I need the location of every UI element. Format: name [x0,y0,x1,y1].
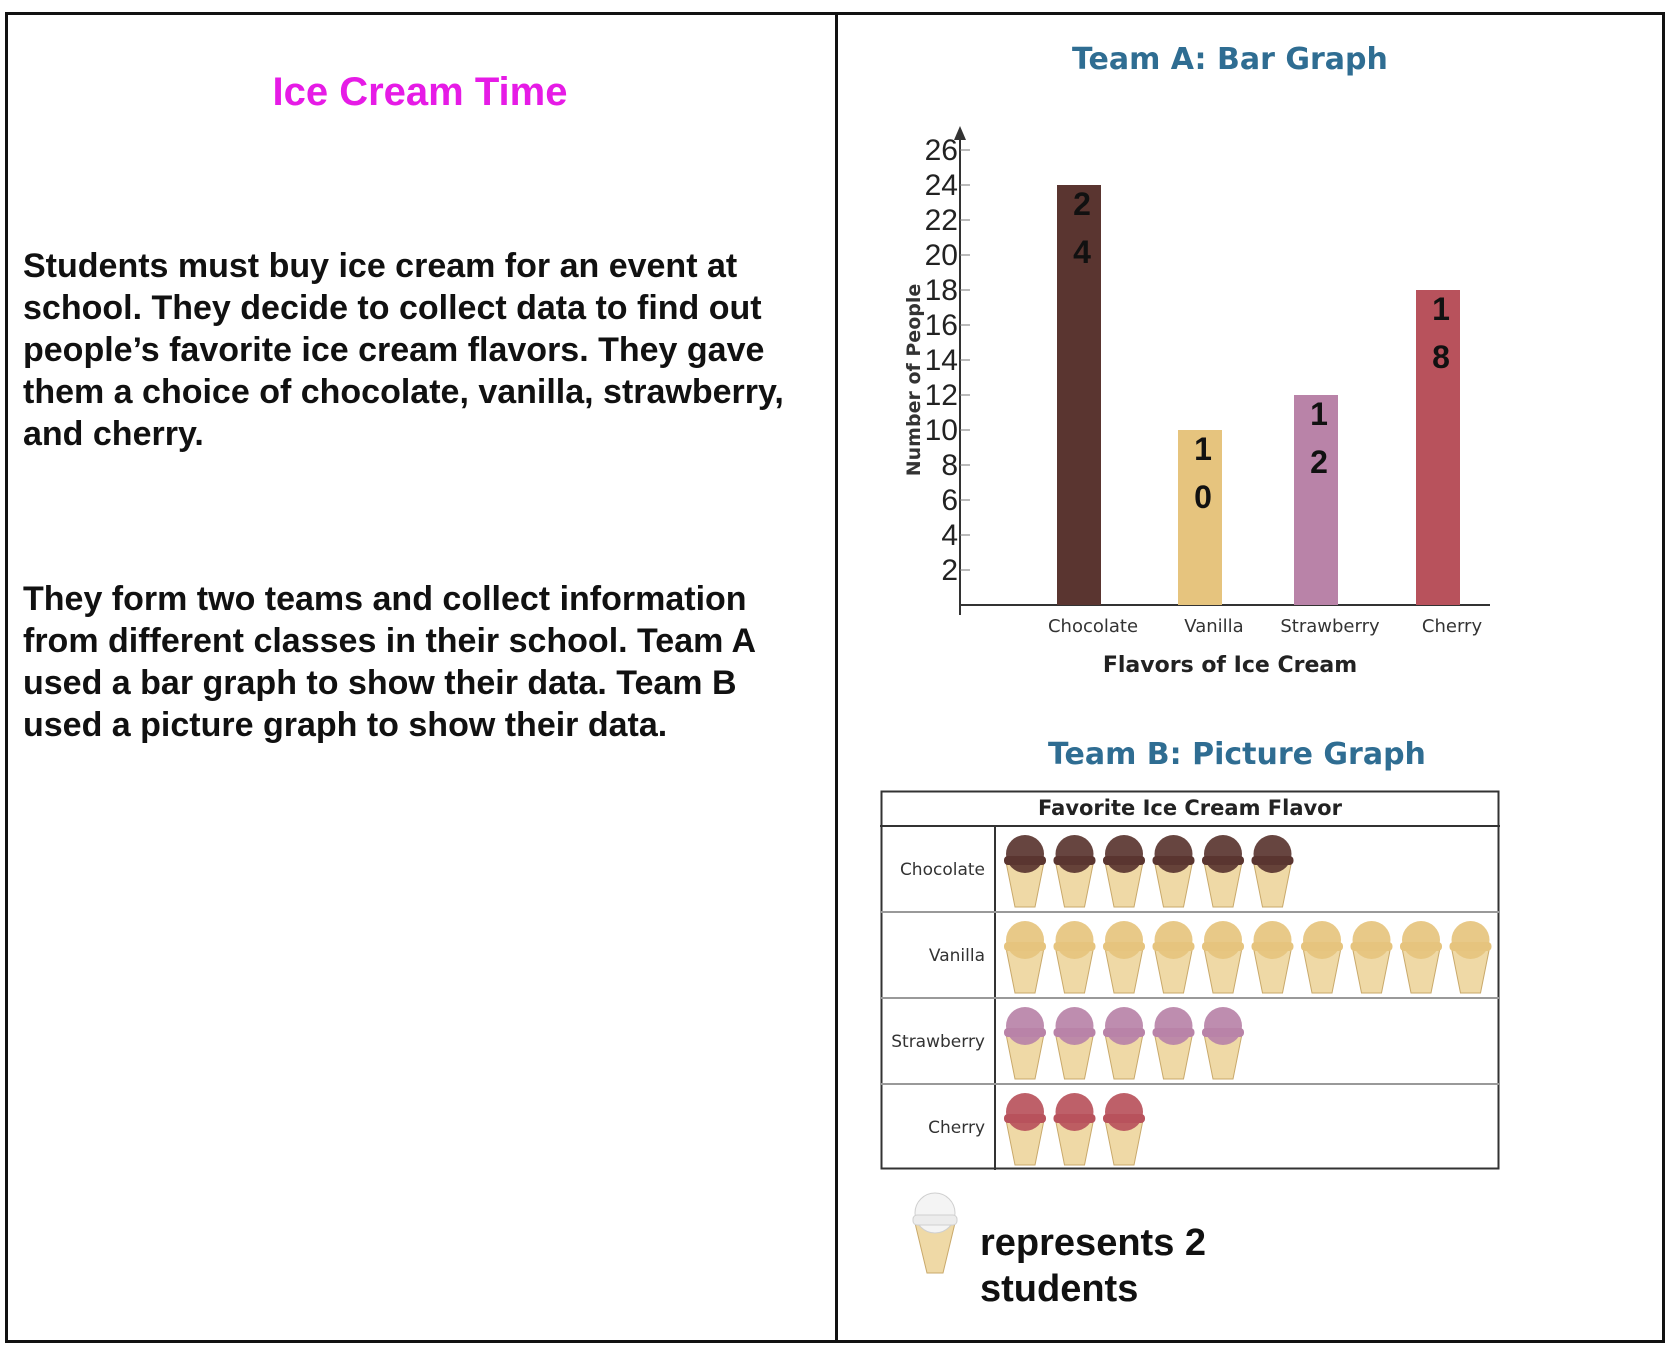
scoop [1105,835,1143,873]
scoop [1056,1093,1094,1131]
x-tick-label: Chocolate [1047,616,1139,637]
scoop [1006,1093,1044,1131]
scoop-rim [1004,1028,1046,1037]
bar-data-label: 1 [1310,396,1328,432]
scoop-rim [1054,942,1096,951]
legend-line-1: represents 2 [980,1222,1207,1264]
scoop-rim [1351,942,1393,951]
page-title: Ice Cream Time [272,70,568,114]
x-tick-label: Cherry [1421,616,1483,637]
team-a-title: Team A: Bar Graph [1072,42,1388,77]
scoop-rim [1400,942,1442,951]
scoop [1254,921,1292,959]
scoop-rim [1103,1114,1145,1123]
scoop [1155,921,1193,959]
scoop [1204,835,1242,873]
scoop [1105,1093,1143,1131]
bar-data-label: 0 [1194,479,1212,515]
scoop [1006,1007,1044,1045]
scoop [1155,1007,1193,1045]
y-tick-label: 6 [941,484,958,517]
scoop-rim [1004,942,1046,951]
scoop [1353,921,1391,959]
scoop [1303,921,1341,959]
team-b-picture-graph [880,790,1500,1170]
y-tick-label: 14 [924,344,958,377]
y-tick-label: 26 [924,134,958,167]
row-label-strawberry: Strawberry [891,1032,985,1052]
row-label-cherry: Cherry [928,1118,985,1138]
legend-text [980,1220,1206,1312]
row-label-chocolate: Chocolate [899,860,985,880]
bar-data-label: 4 [1073,234,1091,270]
scoop-rim [1153,856,1195,865]
intro-paragraph: Students must buy ice cream for an event at school. They decide to collect data to find out people’s favorite ice cream flavors. They gave them a choice of chocolate, vanilla, strawberry, and cherry. [23,247,784,453]
picture-graph-title: Favorite Ice Cream Flavor [1038,796,1342,820]
y-tick-label: 16 [924,309,958,342]
y-tick-label: 18 [924,274,958,307]
scoop-rim [1450,942,1492,951]
y-axis-label: Number of People [903,283,925,477]
scoop-rim [1252,942,1294,951]
y-tick-label: 2 [941,554,958,587]
bar-cherry [1416,290,1460,605]
team-b-title: Team B: Picture Graph [1048,737,1426,772]
scoop [1204,1007,1242,1045]
scoop [1204,921,1242,959]
y-tick-label: 8 [941,449,958,482]
row-label-vanilla: Vanilla [928,946,985,966]
x-tick-label: Vanilla [1184,616,1244,637]
legend-line-2: students [980,1268,1139,1310]
y-tick-label: 4 [941,519,958,552]
scoop-rim [1054,1114,1096,1123]
scoop-rim [1004,856,1046,865]
scoop-rim [1103,942,1145,951]
bar-data-label: 1 [1194,431,1212,467]
bar-data-label: 8 [1432,339,1450,375]
bar-data-label: 2 [1310,444,1328,480]
scoop [1056,921,1094,959]
teams-paragraph: They form two teams and collect information from different classes in their school. Team A used a bar graph to show their data. Team B used a picture graph to show their data. [23,580,755,744]
y-tick-label: 22 [924,204,958,237]
scoop-rim [1153,942,1195,951]
y-tick-label: 12 [924,379,958,412]
team-a-bar-chart [880,80,1500,680]
scoop-rim [1202,1028,1244,1037]
scoop-rim [1004,1114,1046,1123]
scoop [1105,921,1143,959]
scoop-rim [1153,1028,1195,1037]
scoop-rim [1202,856,1244,865]
legend-cone-icon [905,1185,965,1275]
scoop [1105,1007,1143,1045]
x-axis-label: Flavors of Ice Cream [1102,653,1358,678]
scoop-rim [1054,856,1096,865]
scoop-rim [1252,856,1294,865]
scoop-rim [1054,1028,1096,1037]
scoop-rim [1103,856,1145,865]
scoop [1452,921,1490,959]
scoop [1254,835,1292,873]
bar-data-label: 2 [1073,186,1091,222]
scoop [1056,1007,1094,1045]
scoop [1006,921,1044,959]
scoop [1402,921,1440,959]
scoop-rim [1103,1028,1145,1037]
scoop-rim [1202,942,1244,951]
scoop [1056,835,1094,873]
bar-data-label: 1 [1432,291,1450,327]
scoop [1006,835,1044,873]
y-tick-label: 20 [924,239,958,272]
scoop [1155,835,1193,873]
x-tick-label: Strawberry [1280,616,1380,637]
y-tick-label: 24 [924,169,958,202]
scoop-rim [1301,942,1343,951]
y-tick-label: 10 [924,414,958,447]
column-divider [835,12,838,1343]
